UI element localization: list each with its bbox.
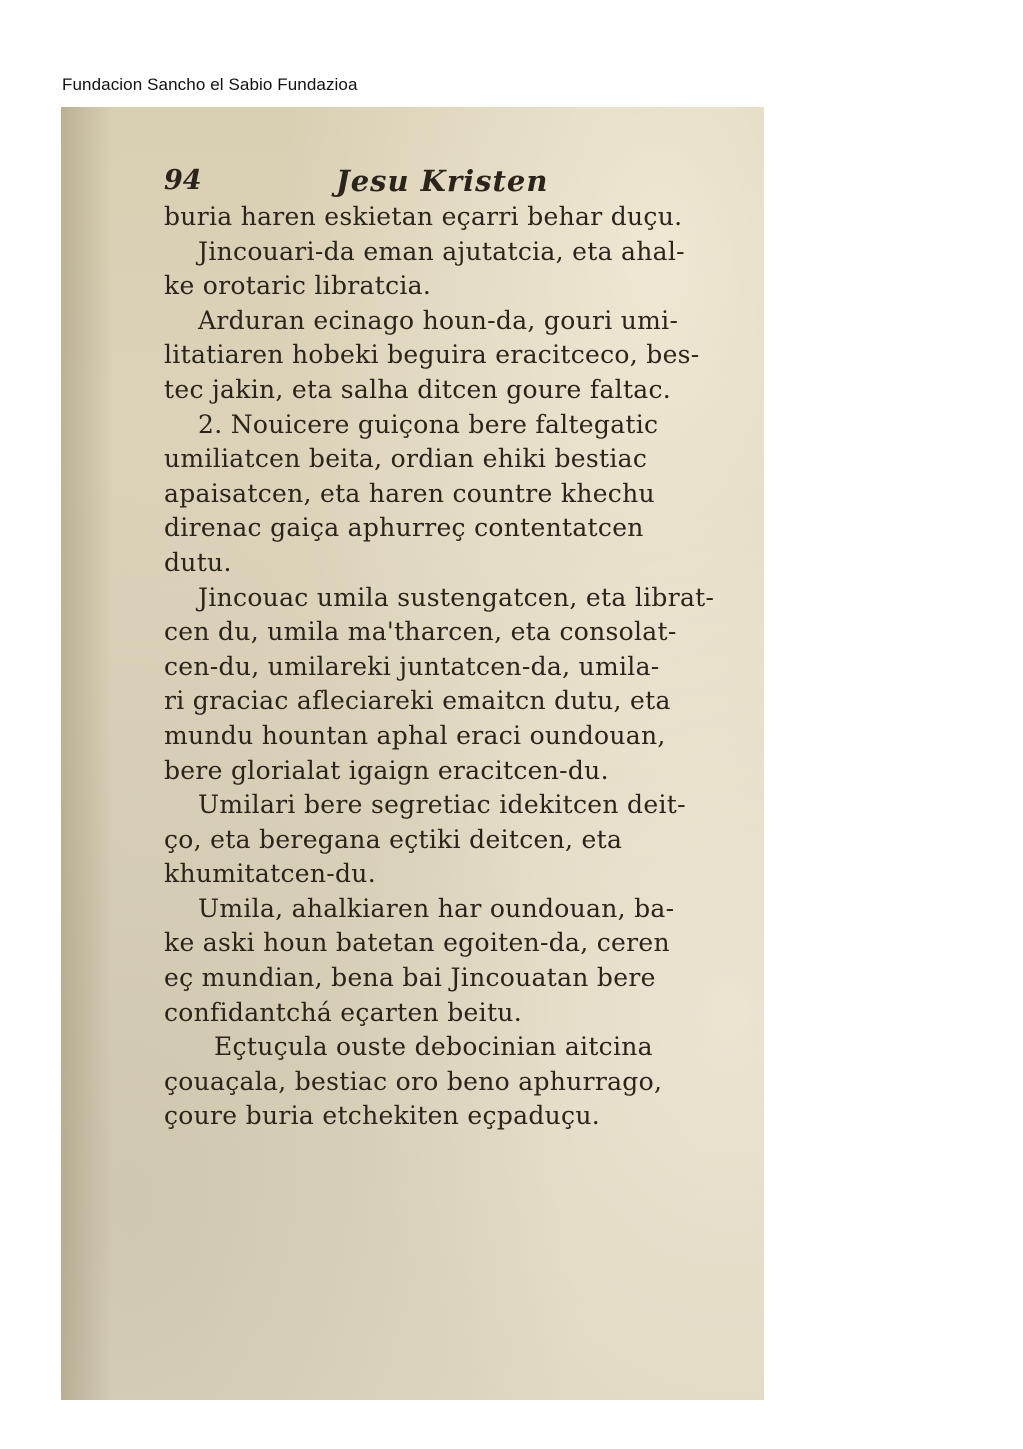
text-line: confidantchá eçarten beitu. [164,997,522,1027]
text-line: cen du, umila ma'tharcen, eta consolat- [164,617,677,647]
text-line: apaisatcen, eta haren countre khechu [164,478,655,508]
text-line: ke orotaric libratcia. [164,271,432,301]
text-line: ke aski houn batetan egoiten-da, ceren [164,928,670,958]
source-header: Fundacion Sancho el Sabio Fundazioa [62,75,358,94]
text-line: direnac gaiça aphurreç contentatcen [164,513,644,543]
text-line: Jincouac umila sustengatcen, eta librat- [198,582,715,612]
running-title: Jesu Kristen [336,164,549,198]
text-line: buria haren eskietan eçarri behar duçu. [164,202,683,231]
page-gutter-shadow [61,107,113,1400]
text-line: Arduran ecinago houn-da, gouri umi- [198,305,679,335]
scanned-page [61,107,764,1400]
text-line: çoure buria etchekiten eçpaduçu. [164,1101,600,1131]
text-line: Umila, ahalkiaren har oundouan, ba- [198,893,675,923]
text-line: bere glorialat igaign eracitcen-du. [164,755,609,785]
text-line: 2. Nouicere guiçona bere faltegatic [198,409,659,439]
text-line: Umilari bere segretiac idekitcen deit- [198,790,686,820]
text-line: Eçtuçula ouste debocinian aitcina [214,1032,653,1062]
text-line: cen-du, umilareki juntatcen-da, umila- [164,651,660,681]
text-line: çouaçala, bestiac oro beno aphurrago, [164,1066,663,1096]
text-line: umiliatcen beita, ordian ehiki bestiac [164,444,648,474]
running-head [164,162,734,200]
text-line: ço, eta beregana eçtiki deitcen, eta [164,824,623,854]
text-line: Jincouari-da eman ajutatcia, eta ahal- [198,236,685,266]
text-line: mundu hountan aphal eraci oundouan, [164,720,666,750]
text-line: tec jakin, eta salha ditcen goure faltac. [164,374,672,404]
text-line: eç mundian, bena bai Jincouatan bere [164,963,656,993]
text-line: dutu. [164,547,232,577]
page-number: 94 [164,165,202,196]
text-line: litatiaren hobeki beguira eracitceco, bes- [164,340,700,370]
text-line: khumitatcen-du. [164,859,376,889]
page-body [164,162,734,1134]
text-line: ri graciac afleciareki emaitcn dutu, eta [164,686,671,716]
